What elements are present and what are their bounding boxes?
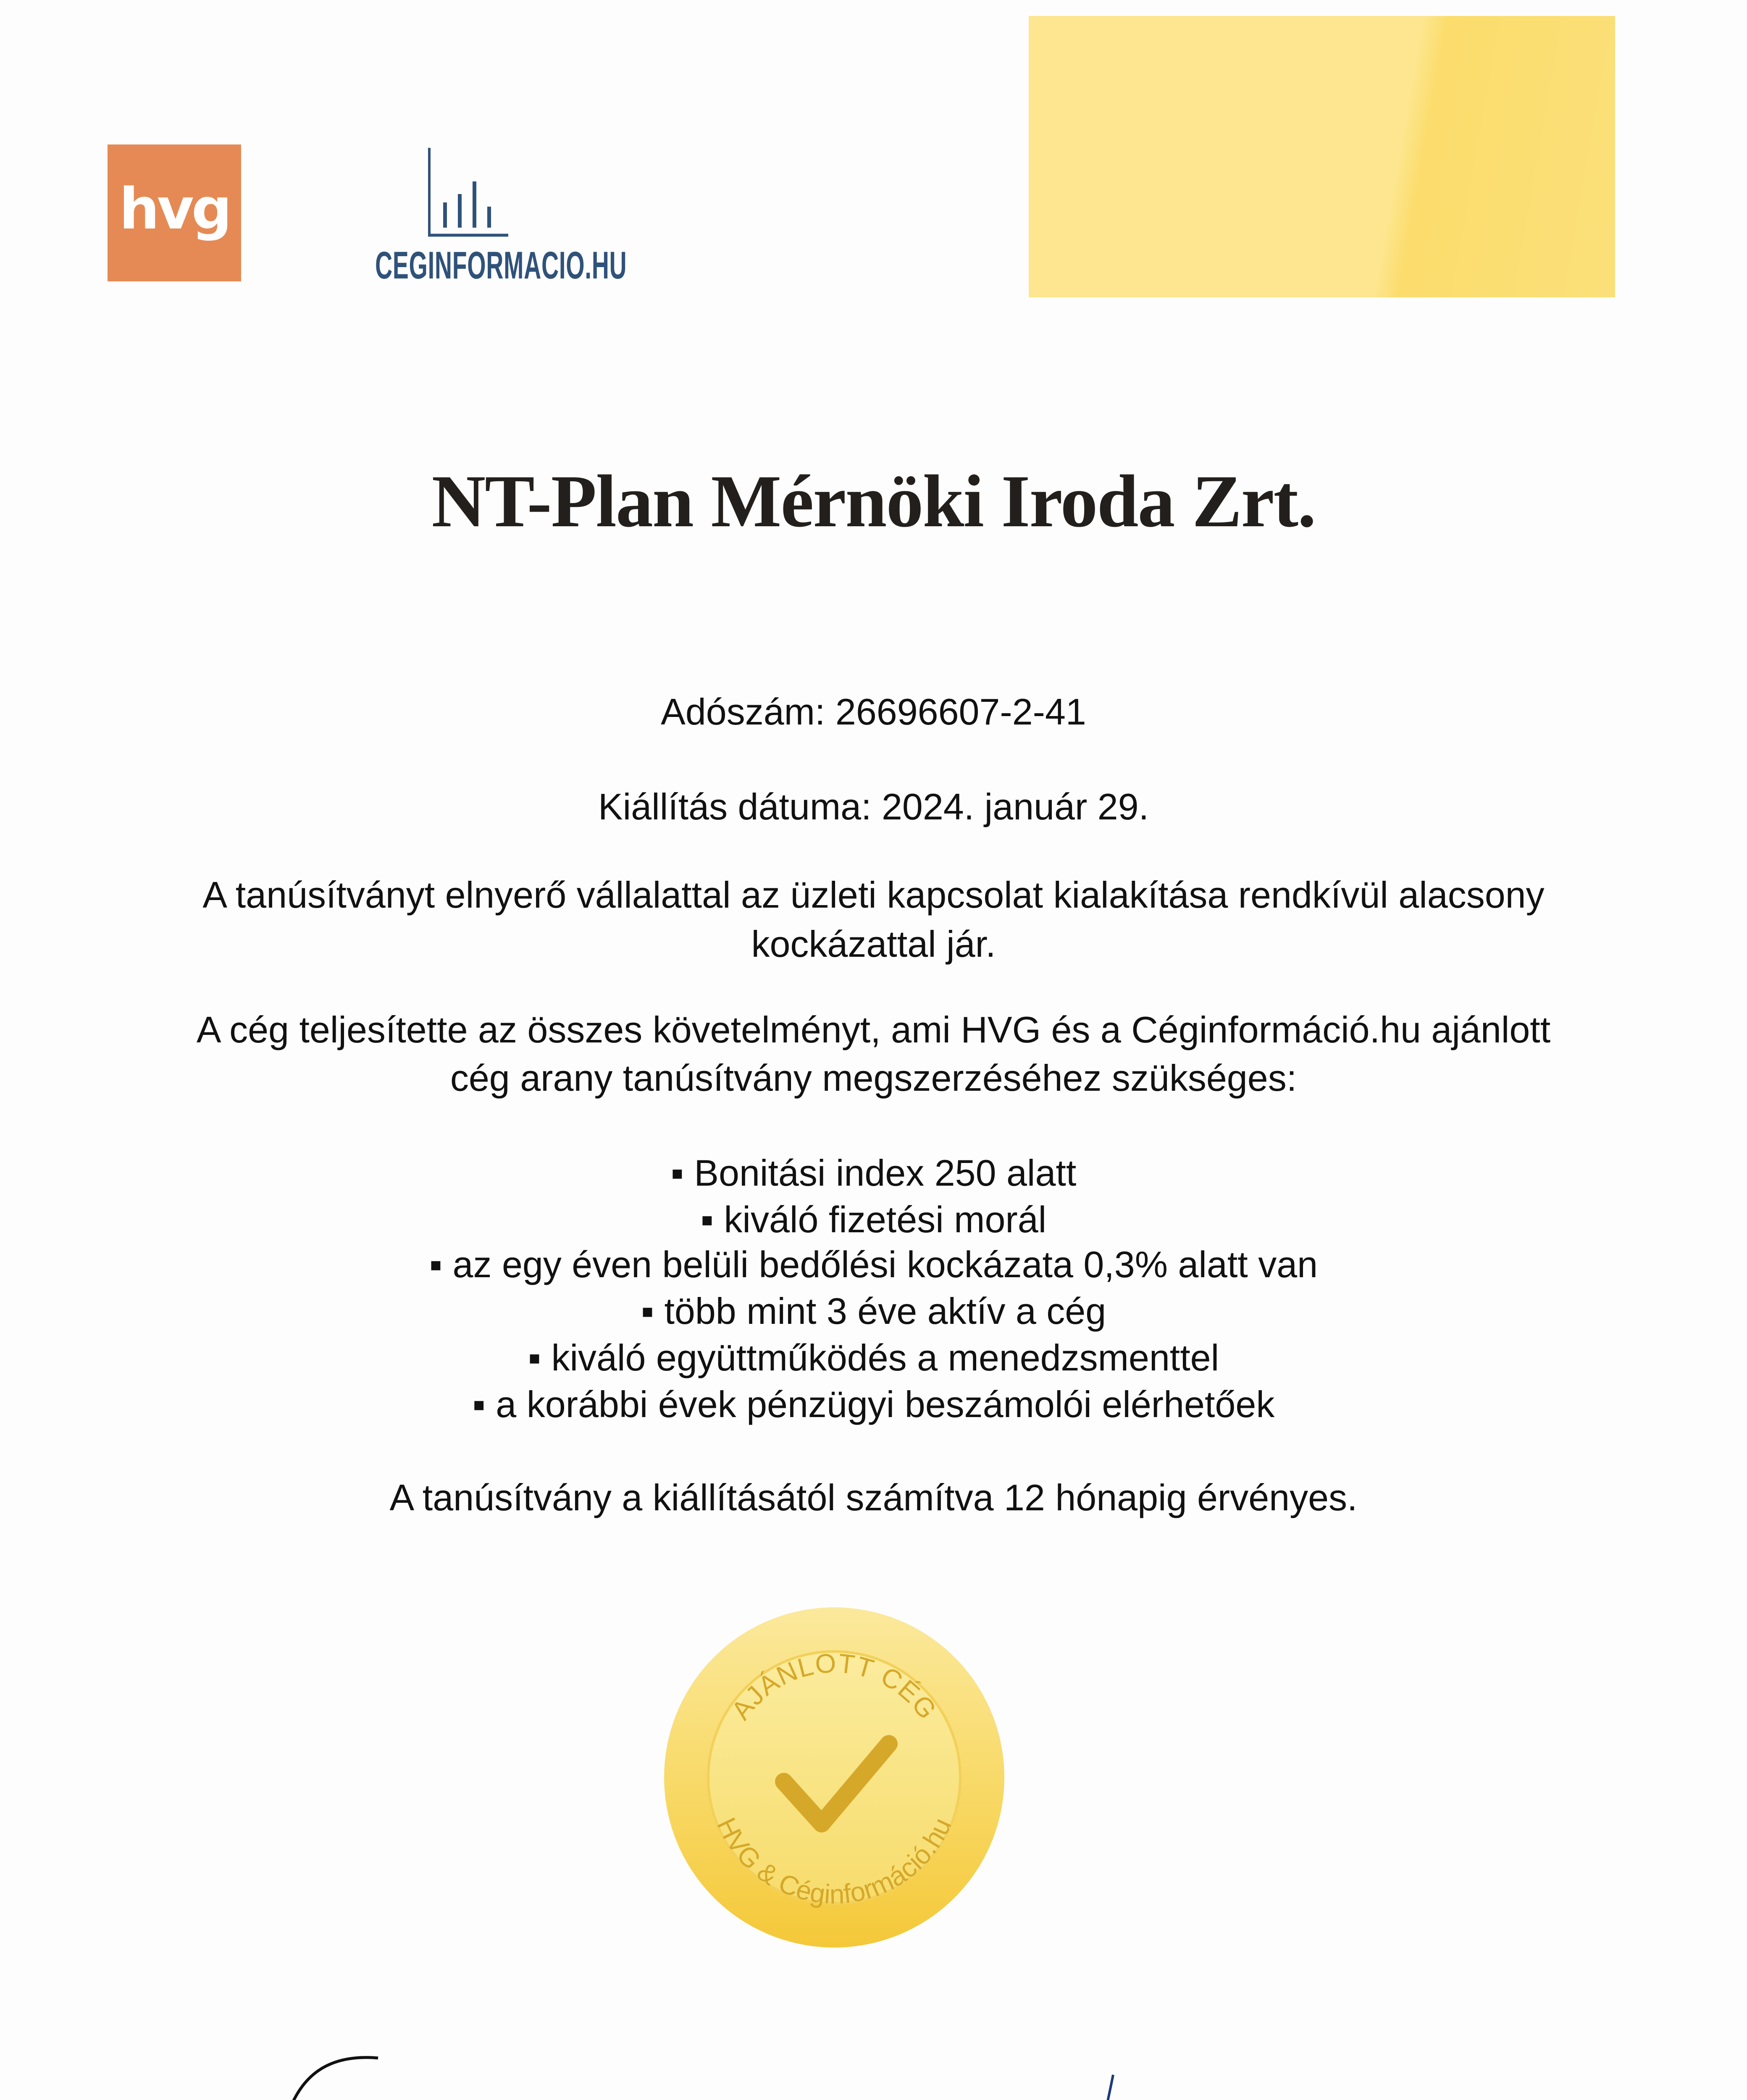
requirement-item: ▪ kiváló fizetési morál xyxy=(700,1199,1047,1240)
paragraph2-line2: cég arany tanúsítvány megszerzéséhez szükséges: xyxy=(450,1057,1297,1099)
company-name-title: NT-Plan Mérnöki Iroda Zrt. xyxy=(431,459,1316,543)
tax-number: Adószám: 26696607-2-41 xyxy=(661,691,1086,732)
requirement-item: ▪ több mint 3 éve aktív a cég xyxy=(641,1290,1106,1332)
ceginformacio-logo-text: CEGINFORMACIO.HU xyxy=(375,244,627,287)
paragraph2-line1: A cég teljesítette az összes követelményt, ami HVG és a Céginformáció.hu ajánlott xyxy=(196,1009,1551,1050)
signature-szauer xyxy=(59,2041,655,2100)
hvg-logo-text: hvg xyxy=(119,176,230,242)
seal-top-text: AJÁNLOTT CÉG xyxy=(725,1647,943,1725)
hvg-logo xyxy=(108,144,241,281)
paragraph1-line1: A tanúsítványt elnyerő vállalattal az üzleti kapcsolat kialakítása rendkívül alacsony xyxy=(202,874,1545,916)
validity-statement: A tanúsítvány a kiállításától számítva 12 hónapig érvényes. xyxy=(389,1477,1358,1518)
ceginformacio-logo xyxy=(319,148,627,291)
requirement-item: ▪ a korábbi évek pénzügyi beszámolói elérhetőek xyxy=(472,1383,1275,1425)
requirement-item: ▪ kiváló együttműködés a menedzsmenttel xyxy=(528,1337,1219,1378)
requirement-item: ▪ az egy éven belüli bedőlési kockázata 0,3% alatt van xyxy=(429,1244,1318,1285)
signature-szucs xyxy=(1033,2050,1630,2100)
bar-chart-icon xyxy=(424,148,512,240)
yellow-decoration-block xyxy=(1029,16,1615,297)
seal-bottom-text: HVG & Céginformáció.hu xyxy=(711,1813,957,1910)
recommended-company-seal xyxy=(662,1605,1006,1950)
paragraph1-line2: kockázattal jár. xyxy=(751,923,996,965)
requirement-item: ▪ Bonitási index 250 alatt xyxy=(670,1152,1077,1194)
issue-date: Kiállítás dátuma: 2024. január 29. xyxy=(598,786,1149,827)
